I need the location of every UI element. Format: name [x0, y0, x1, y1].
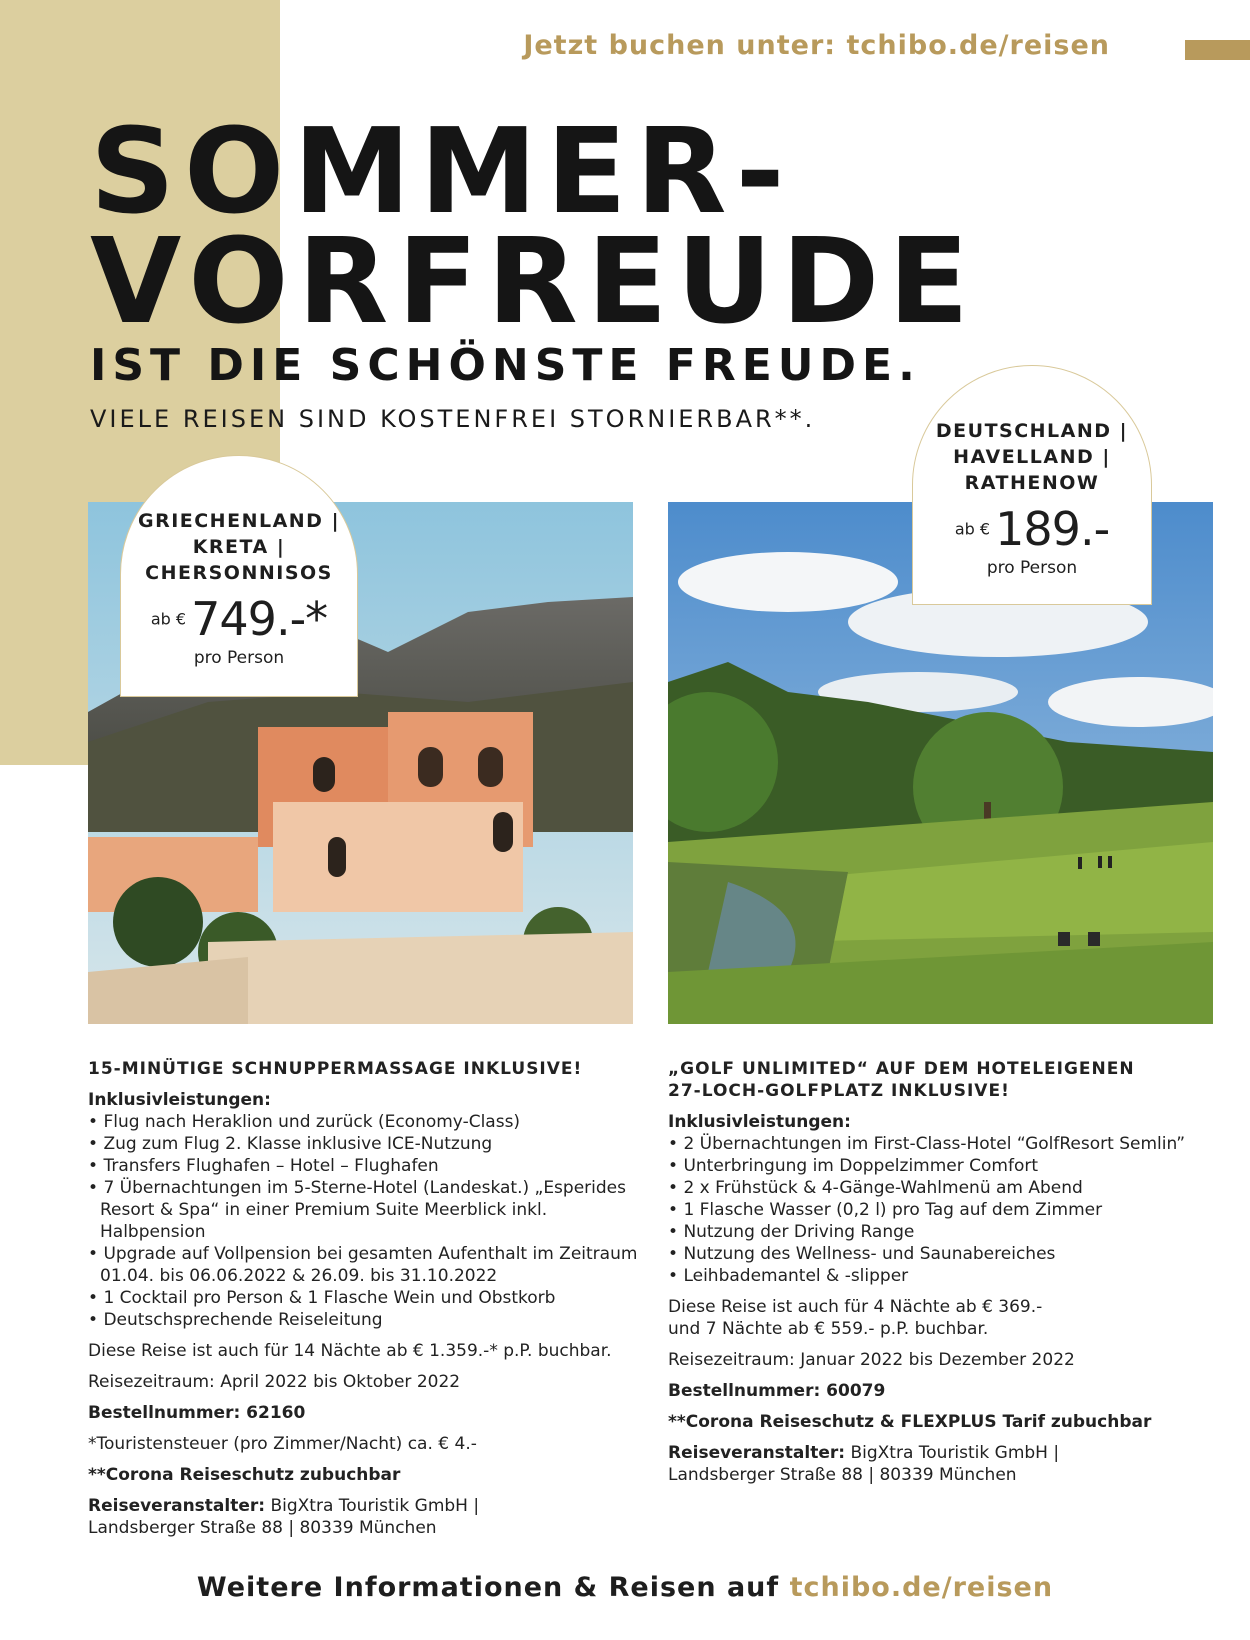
- accent-bar: [1185, 40, 1250, 60]
- list-item: • 1 Cocktail pro Person & 1 Flasche Wein und Obstkorb: [88, 1287, 648, 1309]
- list-item: • Deutschsprechende Reiseleitung: [88, 1309, 648, 1331]
- offer-headline-1: „GOLF UNLIMITED“ AUF DEM HOTELEIGENEN: [668, 1059, 1135, 1079]
- price-badge-crete: [120, 455, 358, 697]
- price-badge-rathenow: [912, 365, 1152, 605]
- corona-note: **Corona Reiseschutz & FLEXPLUS Tarif zubuchbar: [668, 1412, 1152, 1432]
- tourist-tax-note: *Touristensteuer (pro Zimmer/Nacht) ca. € 4.-: [88, 1434, 477, 1454]
- badge-country: GRIECHENLAND |: [137, 510, 341, 532]
- list-item: • 2 x Frühstück & 4-Gänge-Wahlmenü am Abend: [668, 1177, 1228, 1199]
- footer-link[interactable]: tchibo.de/reisen: [789, 1572, 1054, 1603]
- list-item: • Nutzung der Driving Range: [668, 1221, 1228, 1243]
- footer-text: Weitere Informationen & Reisen auf: [196, 1572, 780, 1603]
- extra-offer-1: Diese Reise ist auch für 4 Nächte ab € 369.-: [668, 1297, 1043, 1317]
- organizer-label: Reiseveranstalter:: [88, 1496, 266, 1516]
- badge-town: CHERSONNISOS: [145, 562, 333, 584]
- list-item: • Nutzung des Wellness- und Saunabereiches: [668, 1243, 1228, 1265]
- offer-headline: 15-MINÜTIGE SCHNUPPERMASSAGE INKLUSIVE!: [88, 1059, 583, 1079]
- badge-per-person: pro Person: [986, 558, 1078, 578]
- organizer-label: Reiseveranstalter:: [668, 1443, 846, 1463]
- organizer-name: BigXtra Touristik GmbH |: [270, 1496, 480, 1516]
- list-item: • 1 Flasche Wasser (0,2 l) pro Tag auf dem Zimmer: [668, 1199, 1228, 1221]
- organizer-line: [668, 1442, 1228, 1464]
- badge-town: RATHENOW: [964, 472, 1100, 494]
- order-number: Bestellnummer: 60079: [668, 1381, 886, 1401]
- footer: [0, 1572, 1250, 1603]
- inclusive-list: [668, 1133, 1228, 1287]
- headline-line-2: VORFREUDE: [90, 212, 978, 350]
- badge-price: 189.-: [995, 502, 1110, 556]
- list-item: • Leihbademantel & -slipper: [668, 1265, 1228, 1287]
- badge-ab: ab €: [150, 609, 187, 629]
- tagline: VIELE REISEN SIND KOSTENFREI STORNIERBAR**.: [90, 405, 816, 433]
- organizer-address: Landsberger Straße 88 | 80339 München: [668, 1465, 1017, 1485]
- headline-line-1: SOMMER-: [90, 102, 794, 240]
- badge-price: 749.-*: [191, 592, 328, 646]
- travel-period: Reisezeitraum: Januar 2022 bis Dezember 2022: [668, 1350, 1075, 1370]
- badge-per-person: pro Person: [193, 648, 285, 668]
- badge-region: HAVELLAND |: [953, 446, 1111, 468]
- badge-priceline: [121, 592, 357, 646]
- list-item: • Flug nach Heraklion und zurück (Economy-Class): [88, 1111, 648, 1133]
- organizer-address: Landsberger Straße 88 | 80339 München: [88, 1518, 437, 1538]
- order-number: Bestellnummer: 62160: [88, 1403, 306, 1423]
- travel-period: Reisezeitraum: April 2022 bis Oktober 2022: [88, 1372, 461, 1392]
- inclusive-title: Inklusivleistungen:: [668, 1112, 851, 1132]
- badge-priceline: [913, 502, 1151, 556]
- corona-note: **Corona Reiseschutz zubuchbar: [88, 1465, 401, 1485]
- badge-country: DEUTSCHLAND |: [935, 420, 1129, 442]
- list-item: • 7 Übernachtungen im 5-Sterne-Hotel (Landeskat.) „Esperides Resort & Spa“ in einer Premium Suite Meerblick inkl. Halbpension: [88, 1177, 648, 1243]
- list-item: • Upgrade auf Vollpension bei gesamten Aufenthalt im Zeitraum 01.04. bis 06.06.2022 & 26.09. bis 31.10.2022: [88, 1243, 648, 1287]
- badge-region: KRETA |: [192, 536, 286, 558]
- list-item: • Zug zum Flug 2. Klasse inklusive ICE-Nutzung: [88, 1133, 648, 1155]
- booking-link[interactable]: Jetzt buchen unter: tchibo.de/reisen: [523, 30, 1110, 61]
- inclusive-list: [88, 1111, 648, 1331]
- subheadline: IST DIE SCHÖNSTE FREUDE.: [90, 340, 921, 391]
- inclusive-title: Inklusivleistungen:: [88, 1090, 271, 1110]
- offer-details-crete: [88, 1058, 648, 1539]
- badge-ab: ab €: [954, 519, 991, 539]
- offer-details-rathenow: [668, 1058, 1228, 1486]
- organizer-name: BigXtra Touristik GmbH |: [850, 1443, 1060, 1463]
- offer-headline-2: 27-LOCH-GOLFPLATZ INKLUSIVE!: [668, 1081, 1010, 1101]
- organizer-line: [88, 1495, 648, 1517]
- extra-offer-2: und 7 Nächte ab € 559.- p.P. buchbar.: [668, 1319, 989, 1339]
- extra-offer: Diese Reise ist auch für 14 Nächte ab € 1.359.-* p.P. buchbar.: [88, 1341, 612, 1361]
- list-item: • Unterbringung im Doppelzimmer Comfort: [668, 1155, 1228, 1177]
- list-item: • Transfers Flughafen – Hotel – Flughafen: [88, 1155, 648, 1177]
- list-item: • 2 Übernachtungen im First-Class-Hotel “GolfResort Semlin”: [668, 1133, 1228, 1155]
